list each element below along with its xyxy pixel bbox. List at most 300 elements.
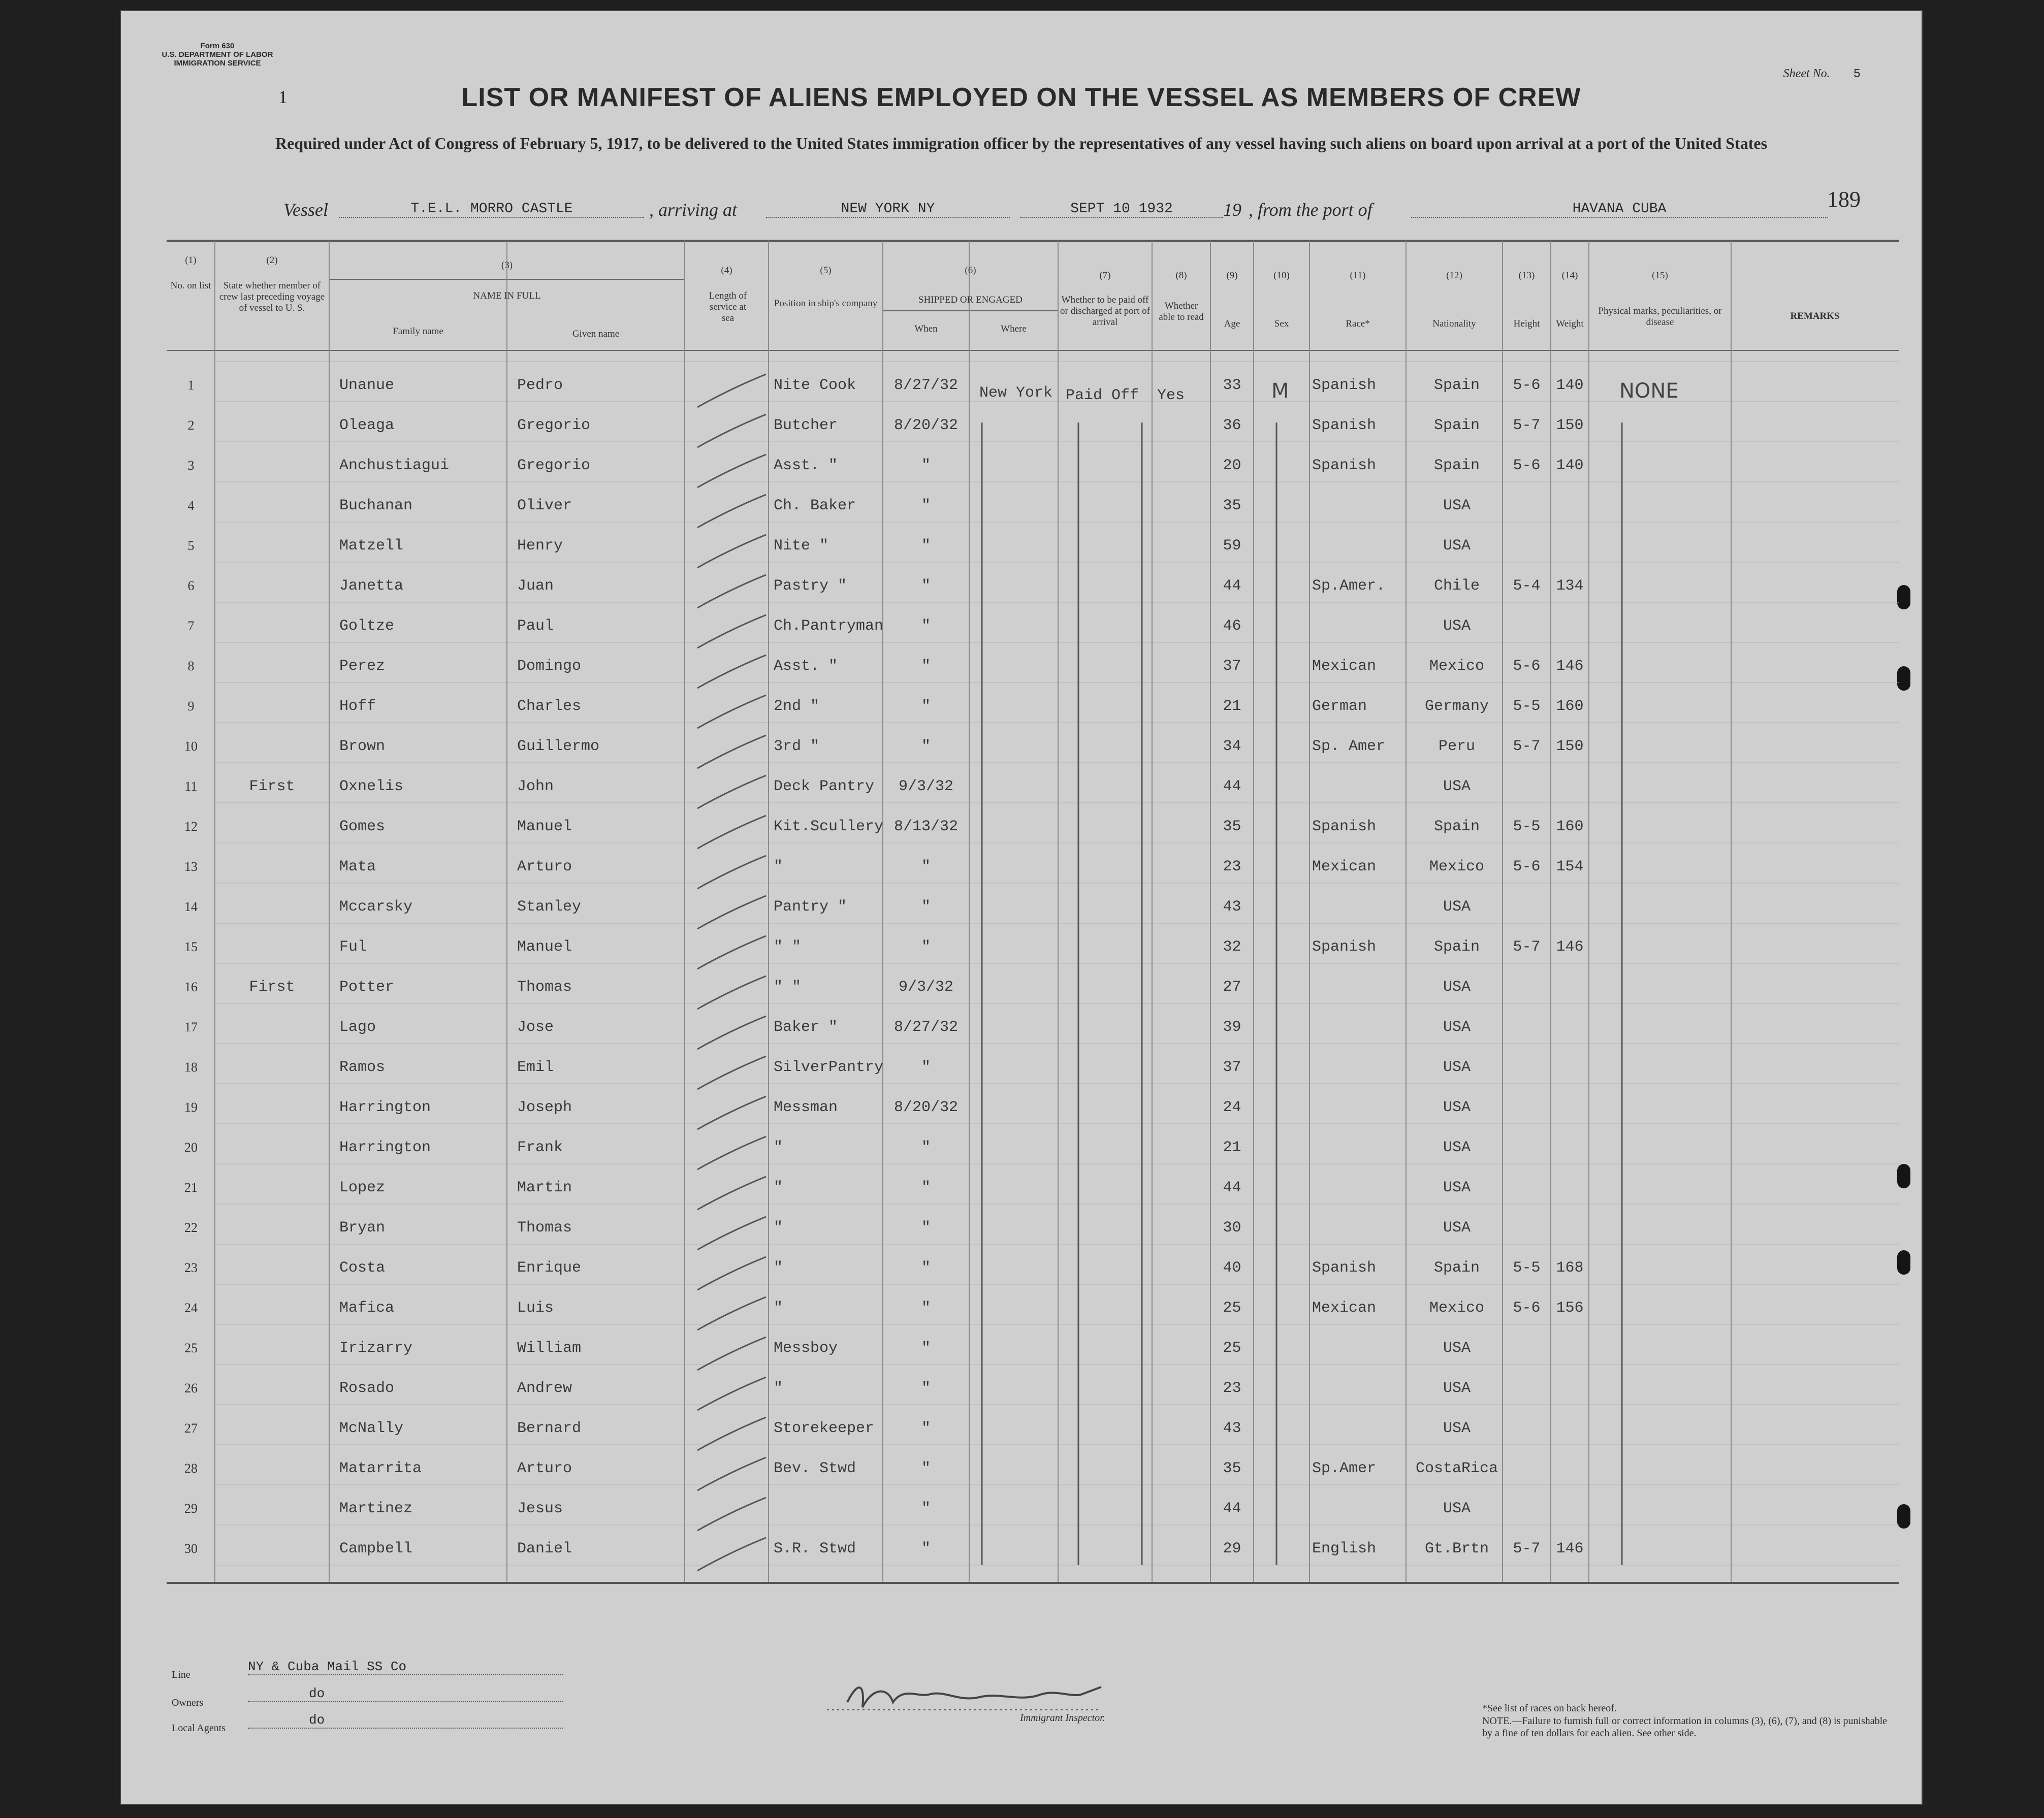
given-name-cell: Charles	[517, 698, 582, 715]
form-identifier	[156, 42, 278, 68]
position-cell: Asst. "	[774, 658, 838, 675]
family-name-cell: Perez	[339, 658, 386, 675]
given-name-cell: Joseph	[517, 1099, 572, 1116]
nationality-cell: USA	[1443, 1179, 1471, 1196]
shipped-where-value: New York	[979, 384, 1053, 402]
family-name-cell: Unanue	[339, 377, 395, 394]
given-name-cell: Arturo	[517, 1460, 572, 1477]
race-cell: German	[1312, 698, 1367, 715]
position-cell: Kit.Scullery	[774, 818, 884, 835]
age-cell: 30	[1223, 1219, 1241, 1237]
page-subtitle: Required under Act of Congress of February 5, 1917, to be delivered to the United States immigration officer by the representatives of any vessel having such aliens on board upon arrival at a port of the United States	[275, 134, 1768, 152]
nationality-cell: Germany	[1424, 698, 1489, 715]
position-cell: Pastry "	[774, 577, 847, 595]
weight-cell: 146	[1556, 938, 1584, 956]
height-cell: 5-7	[1513, 1540, 1541, 1557]
owners-label: Owners	[172, 1697, 204, 1708]
pencil-checkmark	[697, 936, 766, 969]
header-remarks: REMARKS	[1790, 311, 1840, 321]
position-cell: 3rd "	[774, 738, 820, 755]
shipped-when-cell: "	[921, 1380, 931, 1397]
inspector-signature	[817, 1667, 1172, 1728]
race-cell: Spanish	[1312, 457, 1377, 474]
handwritten-mark: 1	[278, 87, 288, 107]
position-cell: "	[774, 1259, 783, 1277]
shipped-when-cell: "	[921, 457, 931, 474]
family-name-cell: Gomes	[339, 818, 386, 835]
weight-cell: 146	[1556, 658, 1584, 675]
race-cell: Spanish	[1312, 417, 1377, 434]
race-cell: Spanish	[1312, 938, 1377, 956]
family-name-cell: McNally	[339, 1420, 404, 1437]
header-weight: Weight	[1556, 318, 1584, 329]
nationality-cell: USA	[1443, 979, 1471, 996]
shipped-when-cell: "	[921, 1219, 931, 1237]
row-number: 17	[184, 1020, 198, 1034]
shipped-when-cell: "	[921, 1500, 931, 1517]
given-name-cell: Guillermo	[517, 738, 600, 755]
nationality-cell: USA	[1443, 1340, 1471, 1357]
binder-slot	[1897, 1504, 1910, 1529]
pencil-checkmark	[697, 816, 766, 849]
row-number: 21	[184, 1180, 198, 1195]
shipped-when-cell: 8/27/32	[893, 1019, 959, 1036]
family-name-cell: Bryan	[339, 1219, 386, 1237]
age-cell: 46	[1223, 618, 1241, 635]
weight-cell: 140	[1556, 377, 1584, 394]
header-sex: Sex	[1274, 318, 1289, 329]
physical-marks-value: NONE	[1619, 379, 1679, 403]
shipped-when-cell: 8/20/32	[893, 1099, 959, 1116]
row-number: 25	[184, 1341, 198, 1355]
shipped-when-cell: 8/27/32	[893, 377, 959, 394]
row-number: 14	[184, 899, 198, 914]
agents-value: do	[248, 1712, 563, 1729]
header-col3-num: (3)	[501, 260, 513, 271]
given-name-cell: Paul	[517, 618, 554, 635]
given-name-cell: Manuel	[517, 938, 572, 956]
shipped-when-cell: "	[921, 898, 931, 916]
row-number: 24	[184, 1301, 198, 1315]
nationality-cell: USA	[1443, 1019, 1471, 1036]
position-cell: "	[774, 1300, 783, 1317]
position-cell: "	[774, 1179, 783, 1196]
weight-cell: 134	[1556, 577, 1584, 595]
header-physical-marks: Physical marks, peculiarities, or disease	[1598, 306, 1722, 328]
age-cell: 43	[1223, 1420, 1241, 1437]
pencil-checkmark	[697, 1177, 766, 1210]
weight-cell: 150	[1556, 738, 1584, 755]
header-height: Height	[1513, 318, 1540, 329]
penalty-note: NOTE.—Failure to furnish full or correct information in columns (3), (6), (7), and (8) is punishable by a fine of ten dollars for each alien. See other side.	[1482, 1715, 1888, 1739]
age-cell: 23	[1223, 858, 1241, 875]
family-name-cell: Costa	[339, 1259, 386, 1277]
position-cell: S.R. Stwd	[774, 1540, 856, 1557]
family-name-cell: Mccarsky	[339, 898, 413, 916]
nationality-cell: Spain	[1433, 1259, 1480, 1277]
nationality-cell: Mexico	[1429, 658, 1485, 675]
pencil-checkmark	[697, 1137, 766, 1170]
nationality-cell: Chile	[1433, 577, 1480, 595]
age-cell: 44	[1223, 1500, 1241, 1517]
row-number: 28	[184, 1461, 198, 1476]
nationality-cell: USA	[1443, 618, 1471, 635]
given-name-cell: Juan	[517, 577, 554, 595]
family-name-cell: Rosado	[339, 1380, 395, 1397]
header-col7: Whether to be paid off or discharged at port of arrival	[1060, 295, 1150, 328]
row-number: 20	[184, 1140, 198, 1155]
position-cell: Messboy	[774, 1340, 838, 1357]
header-col3: NAME IN FULL	[473, 290, 541, 301]
given-name-cell: Andrew	[517, 1380, 572, 1397]
given-name-cell: Stanley	[517, 898, 582, 916]
weight-cell: 160	[1556, 818, 1584, 835]
given-name-cell: Thomas	[517, 979, 572, 996]
age-cell: 25	[1223, 1300, 1241, 1317]
row-number: 5	[187, 538, 195, 553]
shipped-when-cell: 8/20/32	[893, 417, 959, 434]
vessel-line	[283, 199, 1858, 224]
nationality-cell: USA	[1443, 1059, 1471, 1076]
pencil-checkmark	[697, 976, 766, 1009]
nationality-cell: Peru	[1438, 738, 1475, 755]
race-cell: English	[1312, 1540, 1377, 1557]
from-port-field: HAVANA CUBA	[1411, 201, 1828, 218]
row-number: 2	[187, 418, 195, 433]
given-name-cell: Pedro	[517, 377, 563, 394]
position-cell: Ch. Baker	[774, 497, 856, 514]
family-name-cell: Hoff	[339, 698, 376, 715]
weight-cell: 154	[1556, 858, 1584, 875]
row-number: 11	[184, 779, 198, 794]
header-family-name: Family name	[393, 326, 443, 337]
position-cell: Butcher	[774, 417, 838, 434]
header-col13-num: (13)	[1518, 270, 1535, 281]
race-cell: Mexican	[1312, 1300, 1377, 1317]
position-cell: "	[774, 1219, 783, 1237]
position-cell: Messman	[774, 1099, 838, 1116]
header-col14-num: (14)	[1561, 270, 1578, 281]
given-name-cell: Daniel	[517, 1540, 572, 1557]
nationality-cell: USA	[1443, 1099, 1471, 1116]
given-name-cell: William	[517, 1340, 582, 1357]
row-number: 13	[184, 859, 198, 874]
shipped-when-cell: "	[921, 938, 931, 956]
header-col5-num: (5)	[820, 265, 832, 276]
shipped-when-cell: "	[921, 577, 931, 595]
pencil-checkmark	[697, 1538, 766, 1571]
race-cell: Mexican	[1312, 658, 1377, 675]
shipped-when-cell: "	[921, 698, 931, 715]
sheet-number-label: Sheet No.	[1783, 67, 1830, 80]
pencil-checkmark	[697, 374, 766, 407]
given-name-cell: Henry	[517, 537, 563, 555]
binder-slot	[1897, 585, 1910, 609]
family-name-cell: Ful	[339, 938, 367, 956]
given-name-cell: Gregorio	[517, 457, 591, 474]
nationality-cell: USA	[1443, 1380, 1471, 1397]
family-name-cell: Matzell	[339, 537, 404, 555]
page-title: LIST OR MANIFEST OF ALIENS EMPLOYED ON THE VESSEL AS MEMBERS OF CREW	[461, 83, 1581, 112]
pencil-checkmark	[697, 1217, 766, 1250]
header-col5: Position in ship's company	[774, 298, 878, 309]
height-cell: 5-7	[1513, 738, 1541, 755]
row-number: 9	[187, 699, 195, 713]
nationality-cell: USA	[1443, 1139, 1471, 1156]
header-shipped-when: When	[914, 323, 938, 334]
arriving-label: , arriving at	[649, 200, 738, 220]
nationality-cell: Spain	[1433, 938, 1480, 956]
shipped-when-cell: "	[921, 1300, 931, 1317]
height-cell: 5-4	[1513, 577, 1541, 595]
pencil-checkmark	[697, 1377, 766, 1410]
given-name-cell: John	[517, 778, 554, 795]
position-cell: Ch.Pantryman	[774, 618, 884, 635]
binder-slot	[1897, 1250, 1910, 1275]
nationality-cell: Spain	[1433, 377, 1480, 394]
height-cell: 5-5	[1513, 818, 1541, 835]
header-race: Race*	[1346, 318, 1370, 329]
pencil-checkmark	[697, 735, 766, 768]
race-cell: Sp.Amer	[1312, 1460, 1377, 1477]
pencil-checkmark	[697, 615, 766, 648]
height-cell: 5-6	[1513, 1300, 1541, 1317]
pencil-checkmark	[697, 775, 766, 808]
shipped-when-cell: 9/3/32	[898, 979, 954, 996]
height-cell: 5-7	[1513, 417, 1541, 434]
given-name-cell: Jesus	[517, 1500, 563, 1517]
position-cell: SilverPantry	[774, 1059, 884, 1076]
sex-value: M	[1271, 379, 1289, 403]
shipped-when-cell: "	[921, 537, 931, 555]
manifest-sheet	[121, 11, 1922, 1804]
pencil-checkmark	[697, 535, 766, 568]
nationality-cell: USA	[1443, 537, 1471, 555]
row-number: 18	[184, 1060, 198, 1075]
pencil-checkmark	[697, 414, 766, 447]
stamp-number: 189	[1827, 187, 1861, 212]
header-shipped-where: Where	[1001, 323, 1027, 334]
vessel-label: Vessel	[283, 200, 328, 220]
given-name-cell: Martin	[517, 1179, 572, 1196]
row-number: 3	[187, 458, 195, 473]
family-name-cell: Campbell	[339, 1540, 413, 1557]
weight-cell: 156	[1556, 1300, 1584, 1317]
shipped-when-cell: "	[921, 1460, 931, 1477]
header-col2-num: (2)	[266, 255, 278, 266]
pencil-checkmark	[697, 1337, 766, 1370]
given-name-cell: Thomas	[517, 1219, 572, 1237]
shipped-when-cell: 9/3/32	[898, 778, 954, 795]
position-cell: "	[774, 1139, 783, 1156]
inspector-label: Immigrant Inspector.	[1020, 1712, 1105, 1724]
row-number: 8	[187, 659, 195, 673]
age-cell: 29	[1223, 1540, 1241, 1557]
given-name-cell: Bernard	[517, 1420, 582, 1437]
age-cell: 21	[1223, 1139, 1241, 1156]
family-name-cell: Matarrita	[339, 1460, 422, 1477]
age-cell: 34	[1223, 738, 1241, 755]
pencil-checkmark	[697, 1096, 766, 1129]
shipped-when-cell: "	[921, 1139, 931, 1156]
age-cell: 44	[1223, 778, 1241, 795]
position-cell: 2nd "	[774, 698, 820, 715]
position-cell: " "	[774, 938, 802, 956]
family-name-cell: Harrington	[339, 1099, 431, 1116]
shipped-when-cell: "	[921, 618, 931, 635]
row-number: 23	[184, 1260, 198, 1275]
line-value: NY & Cuba Mail SS Co	[248, 1659, 563, 1675]
state-cell: First	[249, 778, 295, 795]
age-cell: 35	[1223, 1460, 1241, 1477]
pencil-checkmark	[697, 1297, 766, 1330]
nationality-cell: Spain	[1433, 818, 1480, 835]
family-name-cell: Mata	[339, 858, 376, 875]
age-cell: 21	[1223, 698, 1241, 715]
position-cell: Nite Cook	[774, 377, 856, 394]
given-name-cell: Emil	[517, 1059, 554, 1076]
family-name-cell: Lopez	[339, 1179, 386, 1196]
row-number: 22	[184, 1220, 198, 1235]
age-cell: 37	[1223, 1059, 1241, 1076]
weight-cell: 160	[1556, 698, 1584, 715]
header-col7-num: (7)	[1099, 270, 1111, 281]
nationality-cell: USA	[1443, 1420, 1471, 1437]
owners-value: do	[248, 1686, 563, 1702]
height-cell: 5-5	[1513, 1259, 1541, 1277]
header-given-name: Given name	[572, 329, 620, 339]
binder-slot	[1897, 666, 1910, 691]
family-name-cell: Potter	[339, 979, 395, 996]
age-cell: 37	[1223, 658, 1241, 675]
paid-off-value: Paid Off	[1066, 387, 1139, 404]
height-cell: 5-7	[1513, 938, 1541, 956]
age-cell: 40	[1223, 1259, 1241, 1277]
agents-label: Local Agents	[172, 1723, 226, 1734]
shipped-when-cell: "	[921, 1340, 931, 1357]
row-number: 6	[187, 578, 195, 593]
row-number: 1	[187, 378, 195, 393]
given-name-cell: Jose	[517, 1019, 554, 1036]
shipped-when-cell: "	[921, 738, 931, 755]
department-name: U.S. DEPARTMENT OF LABOR	[162, 50, 273, 59]
row-number: 7	[187, 619, 195, 633]
year-suffix: 19	[1223, 200, 1241, 220]
family-name-cell: Goltze	[339, 618, 395, 635]
position-cell: Pantry "	[774, 898, 847, 916]
shipped-when-cell: 8/13/32	[893, 818, 959, 835]
family-name-cell: Irizarry	[339, 1340, 413, 1357]
header-age: Age	[1224, 318, 1240, 329]
family-name-cell: Oleaga	[339, 417, 395, 434]
shipped-when-cell: "	[921, 1420, 931, 1437]
arrival-date-field: SEPT 10 1932	[1020, 201, 1223, 218]
race-cell: Mexican	[1312, 858, 1377, 875]
binder-slot	[1897, 1164, 1910, 1188]
pencil-checkmark	[697, 1056, 766, 1089]
row-number: 26	[184, 1381, 198, 1395]
pencil-checkmark	[697, 856, 766, 889]
header-col4-num: (4)	[721, 265, 732, 276]
footer	[172, 1626, 1899, 1778]
age-cell: 33	[1223, 377, 1241, 394]
position-cell: Storekeeper	[774, 1420, 875, 1437]
pencil-checkmark	[697, 896, 766, 929]
height-cell: 5-6	[1513, 457, 1541, 474]
shipped-when-cell: "	[921, 1540, 931, 1557]
header-col11-num: (11)	[1350, 270, 1366, 281]
race-cell: Sp. Amer	[1312, 738, 1386, 755]
pencil-checkmark	[697, 1016, 766, 1049]
family-name-cell: Mafica	[339, 1300, 395, 1317]
row-number: 12	[184, 819, 198, 834]
age-cell: 20	[1223, 457, 1241, 474]
position-cell: "	[774, 858, 783, 875]
row-number: 4	[187, 498, 195, 513]
row-number: 30	[184, 1541, 198, 1556]
state-cell: First	[249, 979, 295, 996]
family-name-cell: Harrington	[339, 1139, 431, 1156]
position-cell: Deck Pantry	[774, 778, 875, 795]
header-col10-num: (10)	[1273, 270, 1290, 281]
family-name-cell: Ramos	[339, 1059, 386, 1076]
pencil-checkmark	[697, 455, 766, 488]
nationality-cell: Spain	[1433, 417, 1480, 434]
shipped-when-cell: "	[921, 1259, 931, 1277]
row-number: 10	[184, 739, 198, 754]
form-number: Form 630	[200, 42, 235, 50]
able-to-read-value: Yes	[1157, 387, 1185, 404]
age-cell: 35	[1223, 818, 1241, 835]
age-cell: 32	[1223, 938, 1241, 956]
family-name-cell: Lago	[339, 1019, 376, 1036]
position-cell: " "	[774, 979, 802, 996]
row-number: 29	[184, 1501, 198, 1516]
age-cell: 36	[1223, 417, 1241, 434]
given-name-cell: Oliver	[517, 497, 572, 514]
family-name-cell: Janetta	[339, 577, 404, 595]
nationality-cell: USA	[1443, 898, 1471, 916]
position-cell: Asst. "	[774, 457, 838, 474]
age-cell: 44	[1223, 577, 1241, 595]
age-cell: 43	[1223, 898, 1241, 916]
pencil-checkmark	[697, 495, 766, 528]
nationality-cell: Mexico	[1429, 858, 1485, 875]
shipped-when-cell: "	[921, 497, 931, 514]
age-cell: 44	[1223, 1179, 1241, 1196]
header-col6: SHIPPED OR ENGAGED	[918, 295, 1023, 305]
service-name: IMMIGRATION SERVICE	[174, 59, 261, 68]
nationality-cell: CostaRica	[1415, 1460, 1498, 1477]
age-cell: 25	[1223, 1340, 1241, 1357]
age-cell: 35	[1223, 497, 1241, 514]
arrival-port-field: NEW YORK NY	[766, 201, 1010, 218]
family-name-cell: Martinez	[339, 1500, 413, 1517]
age-cell: 59	[1223, 537, 1241, 555]
row-number: 15	[184, 939, 198, 954]
nationality-cell: USA	[1443, 1219, 1471, 1237]
height-cell: 5-6	[1513, 658, 1541, 675]
family-name-cell: Buchanan	[339, 497, 413, 514]
given-name-cell: Domingo	[517, 658, 582, 675]
header-col9-num: (9)	[1226, 270, 1238, 281]
row-number: 27	[184, 1421, 198, 1436]
pencil-checkmark	[697, 1417, 766, 1450]
given-name-cell: Luis	[517, 1300, 554, 1317]
nationality-cell: USA	[1443, 1500, 1471, 1517]
header-col8-num: (8)	[1175, 270, 1187, 281]
given-name-cell: Manuel	[517, 818, 572, 835]
